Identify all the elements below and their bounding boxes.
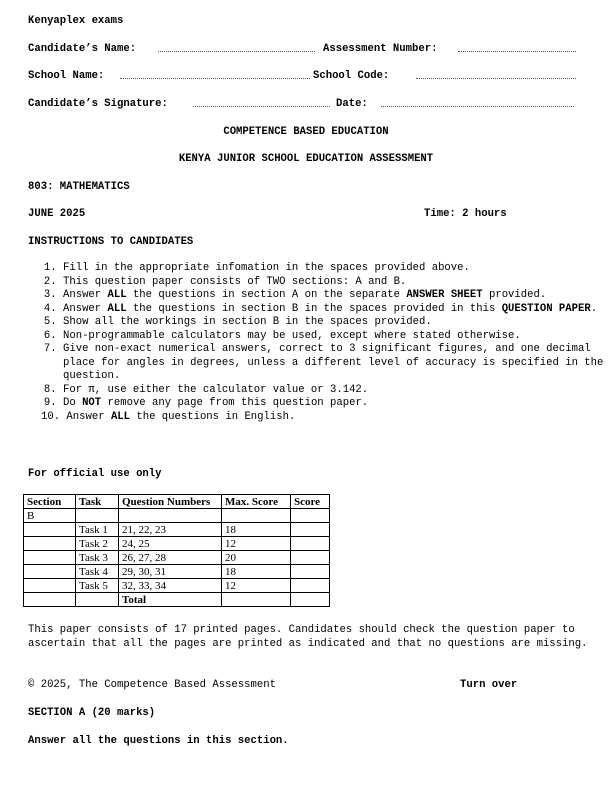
official-score-table bbox=[23, 494, 330, 607]
signature-field[interactable] bbox=[193, 98, 330, 107]
subject-title: 803: MATHEMATICS bbox=[28, 181, 130, 193]
date-field[interactable] bbox=[381, 98, 574, 107]
school-code-label: School Code: bbox=[313, 70, 390, 82]
title-line1: COMPETENCE BASED EDUCATION bbox=[223, 126, 389, 138]
instructions-heading: INSTRUCTIONS TO CANDIDATES bbox=[28, 236, 194, 248]
instructions-list bbox=[27, 262, 612, 424]
candidate-name-label: Candidate’s Name: bbox=[28, 43, 137, 55]
total-label: Total bbox=[119, 593, 222, 607]
official-use-heading: For official use only bbox=[28, 468, 162, 480]
cell-task: Task 4 bbox=[76, 565, 119, 579]
instruction-item: 1. Fill in the appropriate infomation in the spaces provided above. bbox=[63, 262, 612, 276]
table-header-row bbox=[24, 495, 330, 509]
instruction-item: 5. Show all the workings in section B in the spaces provided. bbox=[63, 316, 612, 330]
instruction-item: 10. Answer ALL the questions in English. bbox=[41, 410, 296, 423]
instruction-item: 6. Non-programmable calculators may be used, except where stated otherwise. bbox=[63, 330, 612, 344]
cell-questions: 32, 33, 34 bbox=[119, 579, 222, 593]
cell-task: Task 5 bbox=[76, 579, 119, 593]
instruction-item: 2. This question paper consists of TWO sections: A and B. bbox=[63, 276, 612, 290]
instruction-item: 3. Answer ALL the questions in section A on the separate ANSWER SHEET provided. bbox=[63, 289, 612, 303]
school-name-label: School Name: bbox=[28, 70, 105, 82]
table-row bbox=[24, 509, 330, 523]
cell-max: 18 bbox=[222, 523, 291, 537]
col-task: Task bbox=[76, 495, 119, 509]
table-row bbox=[24, 523, 330, 537]
assessment-number-label: Assessment Number: bbox=[323, 43, 438, 55]
school-name-field[interactable] bbox=[120, 70, 310, 79]
col-score: Score bbox=[291, 495, 330, 509]
pages-note: This paper consists of 17 printed pages. Candidates should check the question paper to ascertain that all the pages are printed as indicated and that no questions are missing. bbox=[28, 624, 588, 650]
cell-max: 12 bbox=[222, 579, 291, 593]
cell-task: Task 2 bbox=[76, 537, 119, 551]
candidate-name-field[interactable] bbox=[158, 43, 315, 52]
instruction-item: 9. Do NOT remove any page from this question paper. bbox=[63, 397, 612, 411]
cell-questions: 29, 30, 31 bbox=[119, 565, 222, 579]
col-question-numbers: Question Numbers bbox=[119, 495, 222, 509]
school-code-field[interactable] bbox=[416, 70, 576, 79]
cell-max: 18 bbox=[222, 565, 291, 579]
cell-max: 20 bbox=[222, 551, 291, 565]
cell-questions: 26, 27, 28 bbox=[119, 551, 222, 565]
cell-questions: 21, 22, 23 bbox=[119, 523, 222, 537]
cell-task: Task 1 bbox=[76, 523, 119, 537]
title-line2: KENYA JUNIOR SCHOOL EDUCATION ASSESSMENT bbox=[178, 153, 434, 165]
instruction-item: 4. Answer ALL the questions in section B in the spaces provided in this QUESTION PAPER. bbox=[63, 303, 612, 317]
table-row bbox=[24, 579, 330, 593]
table-row bbox=[24, 537, 330, 551]
total-row bbox=[24, 593, 330, 607]
date-label: Date: bbox=[336, 98, 368, 110]
turn-over: Turn over bbox=[460, 679, 518, 691]
section-cell: B bbox=[24, 509, 76, 523]
exam-provider: Kenyaplex exams bbox=[28, 15, 124, 27]
table-row bbox=[24, 565, 330, 579]
copyright: © 2025, The Competence Based Assessment bbox=[28, 679, 276, 691]
section-a-heading: SECTION A (20 marks) bbox=[28, 707, 156, 719]
session-date: JUNE 2025 bbox=[28, 208, 86, 220]
cell-max: 12 bbox=[222, 537, 291, 551]
signature-label: Candidate’s Signature: bbox=[28, 98, 168, 110]
col-max-score: Max. Score bbox=[222, 495, 291, 509]
table-row bbox=[24, 551, 330, 565]
section-a-instruction: Answer all the questions in this section. bbox=[28, 735, 289, 747]
instruction-item: 8. For π, use either the calculator value or 3.142. bbox=[63, 384, 612, 398]
assessment-number-field[interactable] bbox=[458, 43, 576, 52]
instruction-item: 7. Give non-exact numerical answers, correct to 3 significant figures, and one decimal place for angles in degrees, unless a different level of accuracy is specified in the question. bbox=[63, 343, 612, 384]
time-allowed: Time: 2 hours bbox=[424, 208, 507, 220]
cell-task: Task 3 bbox=[76, 551, 119, 565]
cell-questions: 24, 25 bbox=[119, 537, 222, 551]
col-section: Section bbox=[24, 495, 76, 509]
